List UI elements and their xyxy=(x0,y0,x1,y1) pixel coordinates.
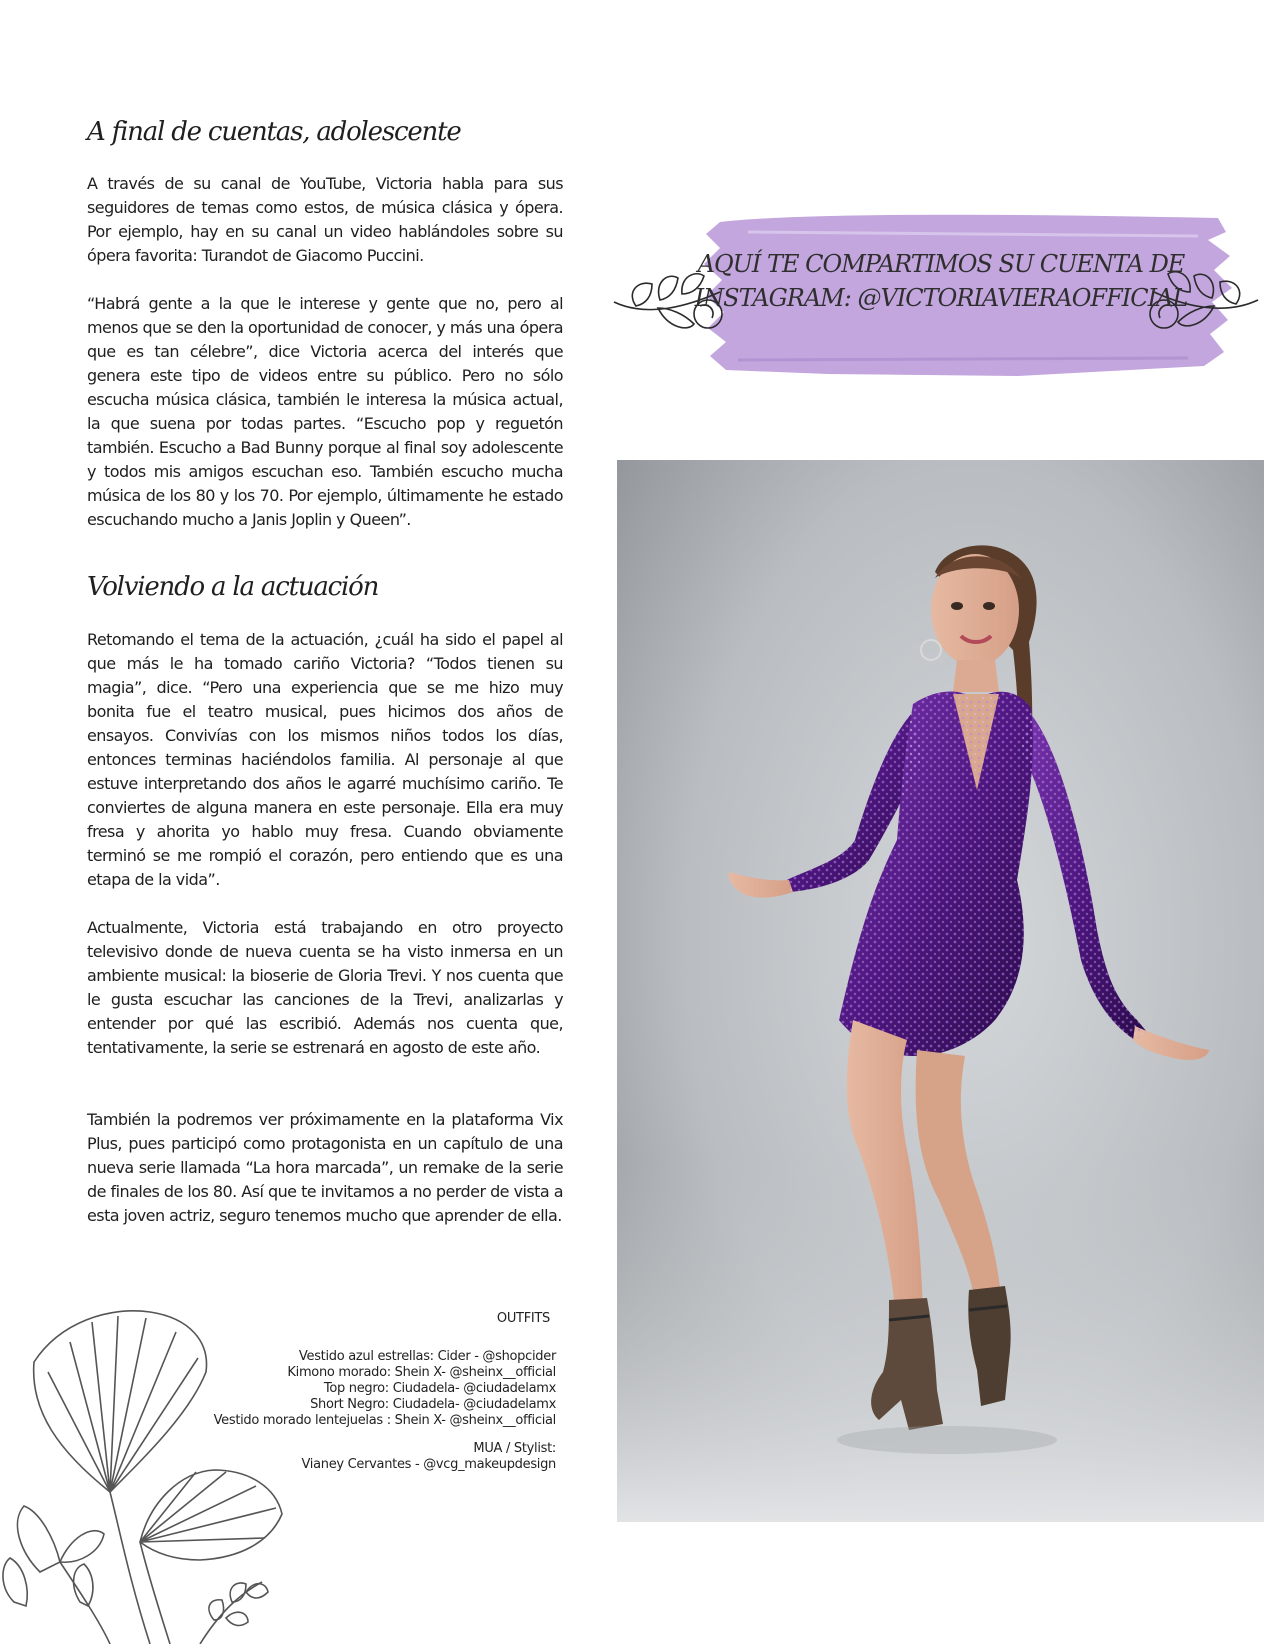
credit-line: Vestido azul estrellas: Cider - @shopcider xyxy=(298,1349,556,1364)
instagram-banner xyxy=(608,210,1264,382)
section-heading-actuacion: Volviendo a la actuación xyxy=(87,572,379,602)
portrait-photo xyxy=(617,460,1264,1522)
mua-label: MUA / Stylist: xyxy=(473,1441,556,1456)
mua-name: Vianey Cervantes - @vcg_makeupdesign xyxy=(301,1457,556,1472)
paragraph-youtube: A través de su canal de YouTube, Victoria habla para sus seguidores de temas como estos, de música clásica y ópera. Por ejemplo, hay en su canal un video hablándoles sobre su ópera favorita: Turandot de Giacomo Puccini. xyxy=(87,174,563,265)
credit-line: Vestido morado lentejuelas : Shein X- @sheinx__official xyxy=(213,1413,556,1428)
paragraph-musica: “Habrá gente a la que le interese y gente que no, pero al menos que se den la oportunidad de conocer, y más una ópera que es tan célebre”, dice Victoria acerca del interés que genera este tipo de videos entre su público. Pero no sólo escucha música clásica, también le interesa la música actual, la que suena por todas partes. “Escucho pop y reguetón también. Escucho a Bad Bunny porque al final soy adolescente y todos mis amigos escuchan eso. También escucho mucha música de los 80 y los 70. Por ejemplo, últimamente he estado escuchando mucho a Janis Joplin y Queen”. xyxy=(87,294,563,529)
instagram-callout: AQUÍ TE COMPARTIMOS SU CUENTA DE INSTAGRAM: @VICTORIAVIERAOFFICIAL xyxy=(694,250,1188,312)
ginkgo-floral-icon xyxy=(0,1302,320,1644)
paragraph-bioserie: Actualmente, Victoria está trabajando en otro proyecto televisivo donde de nueva cuenta se ha visto inmersa en un ambiente musical: la bioserie de Gloria Trevi. Y nos cuenta que le gusta escuchar las canciones de la Trevi, analizarlas y entender por qué las escribió. Además nos cuenta que, tentativamente, la serie se estrenará en agosto de este año. xyxy=(87,918,563,1057)
paragraph-teatro: Retomando el tema de la actuación, ¿cuál ha sido el papel al que más le ha tomado cariño Victoria? “Todos tienen su magia”, dice. “Pero una experiencia que se me hizo muy bonita fue el teatro musical, pues hicimos dos años de ensayos. Convivías con los mismos niños todos los días, entonces terminas haciéndolos familia. Al personaje al que estuve interpretando dos años le agarré muchísimo cariño. Te conviertes de alguna manera en este personaje. Ella era muy fresa y ahorita yo hablo muy fresa. Cuando obviamente terminó se me rompió el corazón, pero entiendo que es una etapa de la vida”. xyxy=(87,630,563,889)
credit-line: Top negro: Ciudadela- @ciudadelamx xyxy=(323,1381,556,1396)
paragraph-vix-plus: También la podremos ver próximamente en la plataforma Vix Plus, pues participó como protagonista en un capítulo de una nueva serie llamada “La hora marcada”, un remake de la serie de finales de los 80. Así que te invitamos a no perder de vista a esta joven actriz, seguro tenemos mucho que aprender de ella. xyxy=(87,1110,563,1225)
section-heading-adolescente: A final de cuentas, adolescente xyxy=(87,117,461,147)
credit-line: Kimono morado: Shein X- @sheinx__official xyxy=(287,1365,556,1380)
credits-title: OUTFITS xyxy=(496,1311,550,1326)
credit-line: Short Negro: Ciudadela- @ciudadelamx xyxy=(310,1397,556,1412)
